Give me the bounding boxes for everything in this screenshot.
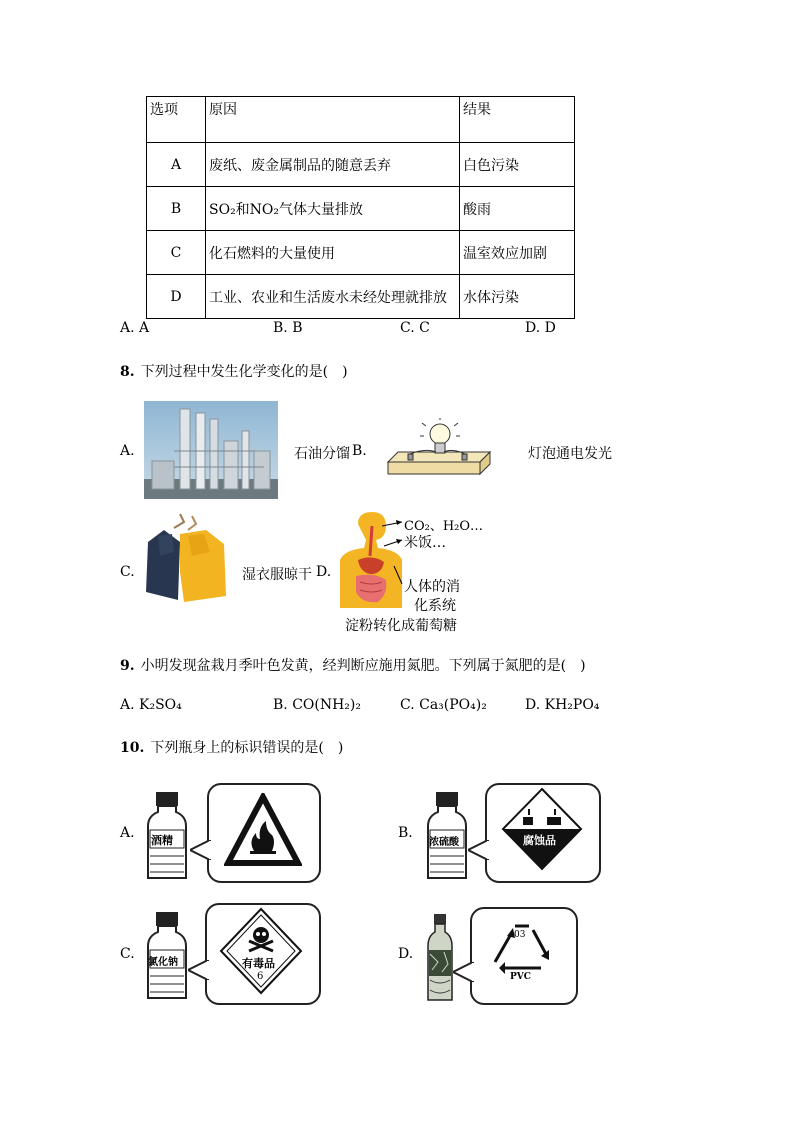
header-option: 选项 [147, 97, 206, 143]
table-row [147, 187, 575, 231]
q10-number: 10. [120, 740, 145, 756]
row-reason: SO₂和NO₂气体大量排放 [206, 187, 460, 231]
q10-a-letter[interactable]: A. [120, 825, 135, 841]
row-result: 水体污染 [460, 275, 575, 319]
q8-d-caption: 淀粉转化成葡萄糖 [345, 618, 457, 634]
q10-stem [120, 737, 343, 757]
sign-d-number: 03 [514, 930, 526, 940]
q9-option-b[interactable]: B. CO(NH₂)₂ [273, 697, 361, 713]
label-arrows [382, 518, 404, 588]
table-row [147, 231, 575, 275]
table-row [147, 143, 575, 187]
header-reason: 原因 [206, 97, 460, 143]
wet-clothes-image [144, 512, 228, 604]
bottle-a-label: 酒精 [151, 834, 173, 847]
q8-c-caption: 湿衣服晾干 [242, 567, 312, 583]
q7-option-c[interactable]: C. C [400, 320, 430, 336]
bubble-c-tail [188, 960, 210, 980]
q10-text: 下列瓶身上的标识错误的是( ) [150, 740, 344, 756]
q10-d-letter[interactable]: D. [398, 946, 414, 962]
q8-d-letter[interactable]: D. [316, 564, 332, 580]
table-header-row [147, 97, 575, 143]
row-option: C [147, 231, 206, 275]
row-reason: 废纸、废金属制品的随意丢弃 [206, 143, 460, 187]
q9-option-c[interactable]: C. Ca₃(PO₄)₂ [400, 697, 487, 713]
q8-a-letter[interactable]: A. [120, 443, 135, 459]
sign-c-label: 有毒品 [242, 957, 275, 970]
bottle-b-label: 浓硫酸 [429, 837, 459, 848]
q9-option-a[interactable]: A. K₂SO₄ [120, 697, 182, 713]
q7-option-a[interactable]: A. A [120, 320, 150, 336]
row-reason: 化石燃料的大量使用 [206, 231, 460, 275]
light-bulb-icon [380, 418, 492, 484]
refinery-image [144, 401, 278, 499]
q8-b-letter[interactable]: B. [352, 443, 367, 459]
pollution-table [146, 96, 575, 319]
q10-b-letter[interactable]: B. [398, 825, 413, 841]
q7-option-d[interactable]: D. D [525, 320, 556, 336]
q9-stem [120, 655, 586, 675]
corrosive-icon [501, 787, 583, 871]
table-row [147, 275, 575, 319]
bubble-a-tail [190, 840, 212, 860]
bottle-c-label: 氯化钠 [148, 957, 178, 968]
q9-number: 9. [120, 658, 135, 674]
q7-option-b[interactable]: B. B [273, 320, 303, 336]
sign-b-label: 腐蚀品 [523, 834, 556, 847]
q8-b-caption: 灯泡通电发光 [528, 446, 612, 462]
row-option: B [147, 187, 206, 231]
row-result: 温室效应加剧 [460, 231, 575, 275]
flammable-icon [224, 793, 302, 867]
bubble-b-tail [468, 840, 490, 860]
q8-d-label-mid: 米饭… [404, 535, 446, 551]
row-reason: 工业、农业和生活废水未经处理就排放 [206, 275, 460, 319]
row-result: 白色污染 [460, 143, 575, 187]
q8-a-caption: 石油分馏 [294, 446, 350, 462]
sign-c-number: 6 [257, 971, 264, 982]
row-option: A [147, 143, 206, 187]
q10-c-letter[interactable]: C. [120, 946, 135, 962]
q9-text: 小明发现盆栽月季叶色发黄，经判断应施用氮肥。下列属于氮肥的是( ) [140, 658, 586, 674]
plastic-bottle-icon [424, 914, 456, 1002]
q8-d-label-sys2: 化系统 [414, 598, 456, 614]
row-option: D [147, 275, 206, 319]
q8-d-label-sys1: 人体的消 [404, 579, 460, 595]
q8-c-letter[interactable]: C. [120, 564, 135, 580]
bubble-d-tail [453, 962, 475, 982]
q9-option-d[interactable]: D. KH₂PO₄ [525, 697, 600, 713]
q8-d-label-top: CO₂、H₂O… [404, 519, 484, 534]
sign-d-label: PVC [510, 972, 531, 982]
row-result: 酸雨 [460, 187, 575, 231]
q8-stem [120, 361, 348, 381]
header-result: 结果 [460, 97, 575, 143]
q8-text: 下列过程中发生化学变化的是( ) [140, 364, 348, 380]
q8-number: 8. [120, 364, 135, 380]
